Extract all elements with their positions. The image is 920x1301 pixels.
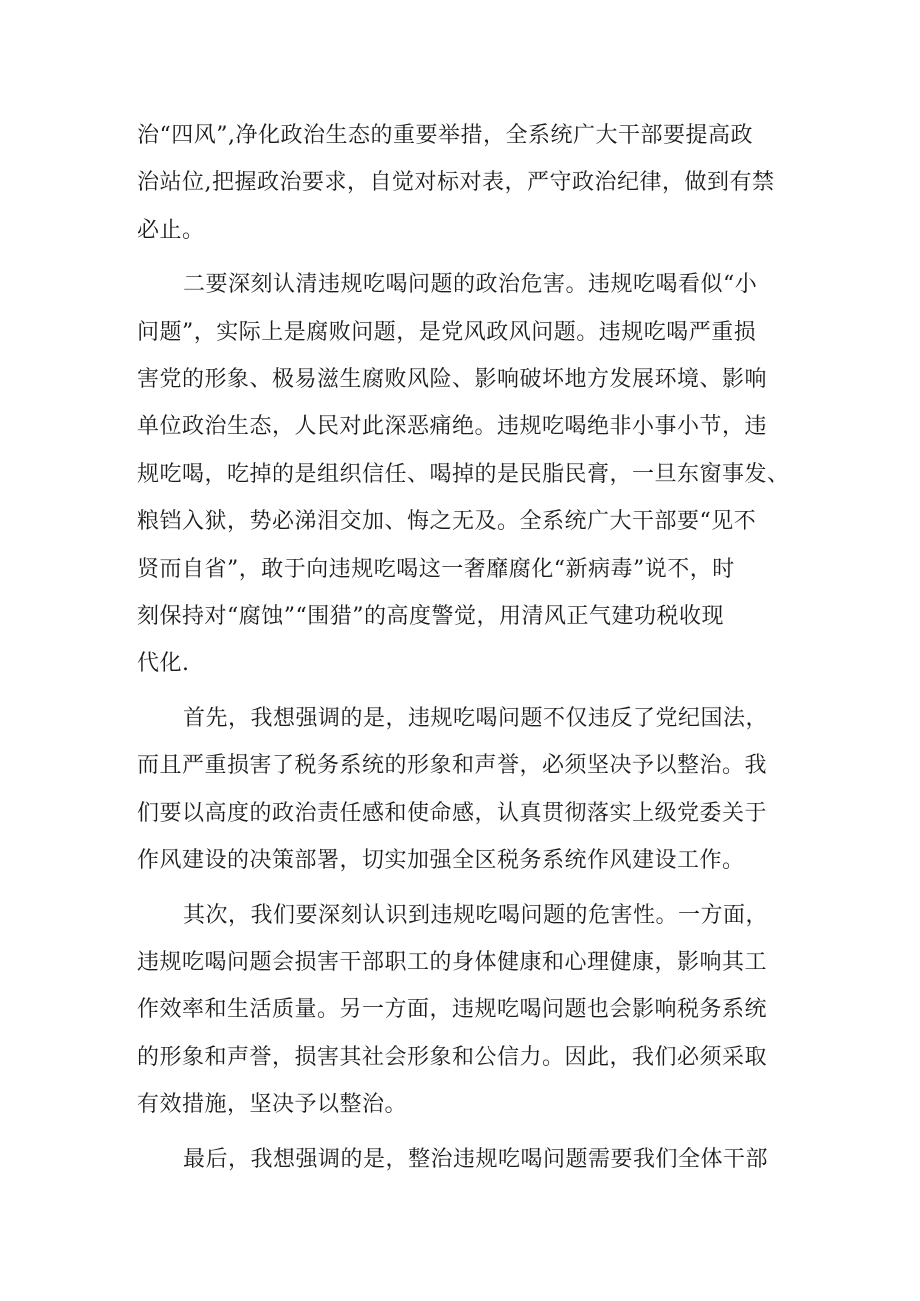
text-line: 首先，我想强调的是，违规吃喝问题不仅违反了党纪国法， <box>183 705 769 731</box>
text-line: 问题”，实际上是腐败问题，是党风政风问题。违规吃喝严重损 <box>137 319 757 345</box>
paragraph-p4 <box>137 1136 797 1183</box>
text-line: 二要深刻认清违规吃喝问题的政治危害。违规吃喝看似“小 <box>183 272 758 298</box>
paragraph-p3 <box>137 892 797 1129</box>
text-line: 其次，我们要深刻认识到违规吃喝问题的危害性。一方面， <box>183 902 769 928</box>
text-line: 代化. <box>137 651 190 677</box>
text-line: 有效措施，坚决予以整治。 <box>137 1092 408 1118</box>
text-line: 们要以高度的政治责任感和使命感，认真贯彻落实上级党委关于 <box>137 800 768 826</box>
text-line: 单位政治生态，人民对此深恶痛绝。违规吃喝绝非小事小节，违 <box>137 414 768 440</box>
text-line: 害党的形象、极易滋生腐败风险、影响破坏地方发展环境、影响 <box>137 367 768 393</box>
text-line: 刻保持对“腐蚀”“围猎”的高度警觉，用清风正气建功税收现 <box>137 604 724 630</box>
paragraph-p1 <box>137 261 797 688</box>
text-line: 最后，我想强调的是，整治违规吃喝问题需要我们全体干部 <box>183 1146 769 1172</box>
text-line: 违规吃喝问题会损害干部职工的身体健康和心理健康，影响其工 <box>137 949 768 975</box>
paragraph-p0 <box>137 112 797 254</box>
text-line: 治“四风”,净化政治生态的重要举措，全系统广大干部要提高政 <box>137 123 753 148</box>
text-line: 粮铛入狱，势必涕泪交加、悔之无及。全系统广大干部要“见不 <box>137 509 757 535</box>
text-line: 必止。 <box>137 217 205 243</box>
document-body <box>137 112 797 1190</box>
text-line: 贤而自省”，敢于向违规吃喝这一奢靡腐化“新病毒”说不，时 <box>137 556 735 582</box>
text-line: 而且严重损害了税务系统的形象和声誉，必须坚决予以整治。我 <box>137 753 768 779</box>
text-line: 的形象和声誉，损害其社会形象和公信力。因此，我们必须采取 <box>137 1044 768 1070</box>
text-line: 作效率和生活质量。另一方面，违规吃喝问题也会影响税务系统 <box>137 997 768 1023</box>
text-line: 治站位,把握政治要求，自觉对标对表，严守政治纪律，做到有禁 <box>137 170 775 196</box>
text-line: 作风建设的决策部署，切实加强全区税务系统作风建设工作。 <box>137 848 745 874</box>
paragraph-p2 <box>137 695 797 885</box>
text-line: 规吃喝，吃掉的是组织信任、喝掉的是民脂民膏，一旦东窗事发、 <box>137 461 790 487</box>
